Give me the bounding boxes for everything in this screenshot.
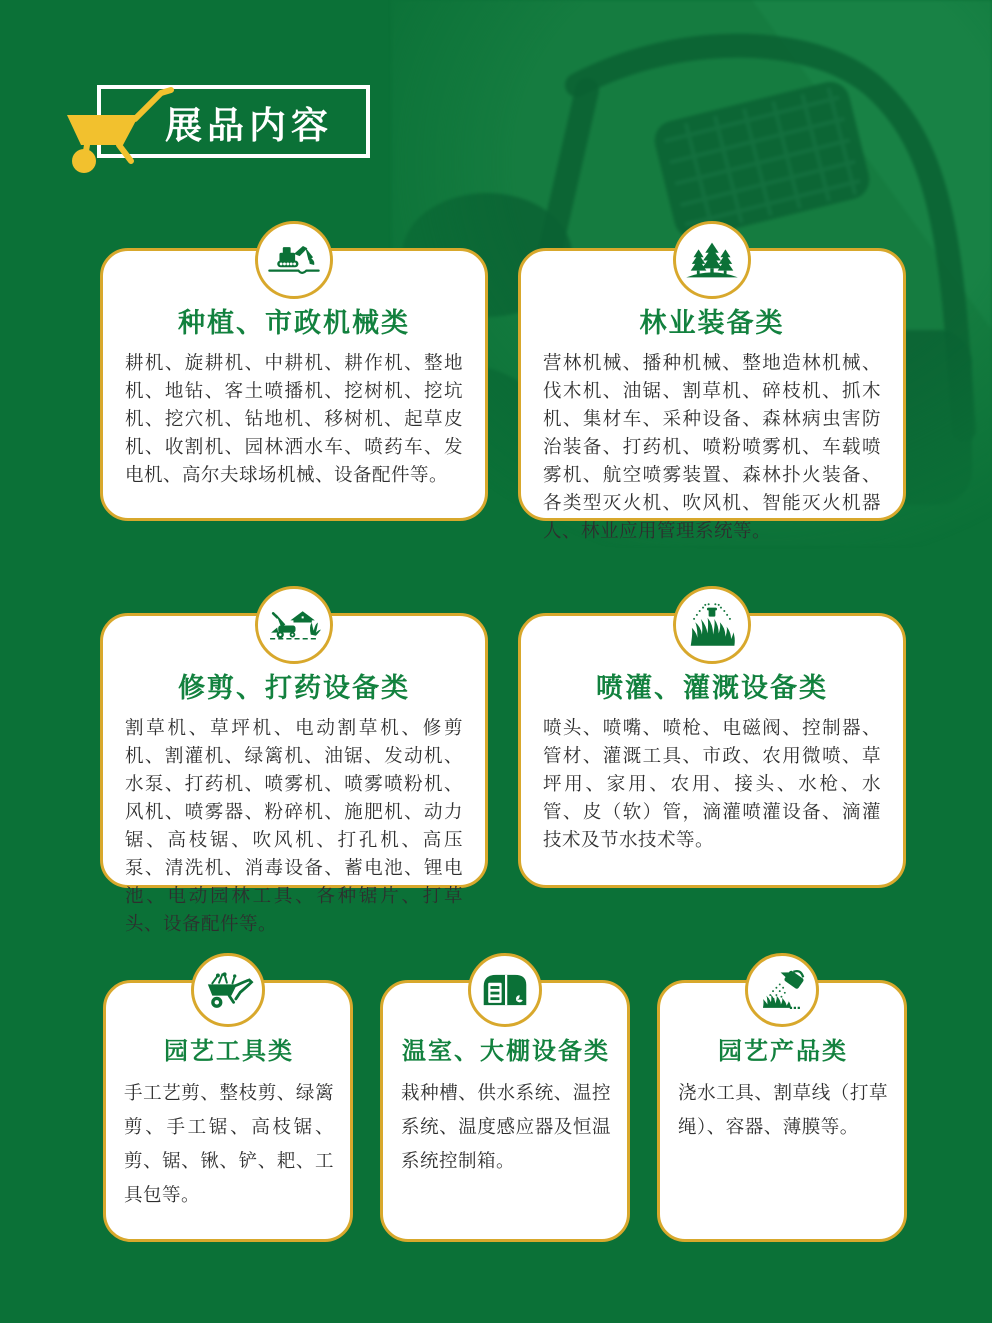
card-description: 喷头、喷嘴、喷枪、电磁阀、控制器、管材、灌溉工具、市政、农用微喷、草坪用、家用、农用、接头、水枪、水管、皮（软）管，滴灌喷灌设备、滴灌技术及节水技术等。: [543, 717, 881, 850]
card-title: 温室、大棚设备类: [402, 1038, 610, 1065]
card-title: 修剪、打药设备类: [178, 673, 410, 703]
card-irrigation: [518, 613, 906, 888]
card-description: 割草机、草坪机、电动割草机、修剪机、割灌机、绿篱机、油锯、发动机、水泵、打药机、喷雾机、喷雾喷粉机、风机、喷雾器、粉碎机、施肥机、动力锯、高枝锯、吹风机、打孔机、高压泵、清洗机、消毒设备、蓄电池、锂电池、电动园林工具、各种锯片、打草头、设备配件等。: [125, 717, 463, 934]
watering-can-icon: [745, 953, 819, 1027]
sprinkler-icon: [673, 586, 751, 664]
header: [97, 85, 370, 158]
card-description: 浇水工具、割草线（打草绳）、容器、薄膜等。: [678, 1082, 888, 1137]
card-mowing-spraying: [100, 613, 488, 934]
card-planting-municipal: [100, 248, 488, 521]
card-greenhouse: [380, 980, 630, 1242]
wheelbarrow-tools-icon: [191, 953, 265, 1027]
card-forestry: [518, 248, 906, 541]
card-description: 耕机、旋耕机、中耕机、耕作机、整地机、地钻、客土喷播机、挖树机、挖坑机、挖穴机、钻地机、移树机、起草皮机、收割机、园林洒水车、喷药车、发电机、高尔夫球场机械、设备配件等。: [125, 352, 463, 485]
wheelbarrow-icon: [57, 77, 179, 177]
card-title: 林业装备类: [639, 308, 785, 338]
excavator-icon: [255, 221, 333, 299]
card-row-3: [103, 980, 907, 1242]
card-title: 喷灌、灌溉设备类: [596, 673, 828, 703]
card-row-1: [100, 248, 906, 541]
card-title: 园艺工具类: [164, 1038, 294, 1065]
lawn-mower-icon: [255, 586, 333, 664]
card-garden-products: [657, 980, 907, 1242]
card-title: 园艺产品类: [718, 1038, 848, 1065]
card-description: 手工艺剪、整枝剪、绿篱剪、手工锯、高枝锯、剪、锯、锹、铲、耙、工具包等。: [124, 1082, 334, 1205]
card-row-2: [100, 613, 906, 934]
page-title: 展品内容: [165, 104, 333, 146]
card-description: 栽种槽、供水系统、温控系统、温度感应器及恒温系统控制箱。: [401, 1082, 611, 1171]
card-garden-tools: [103, 980, 353, 1242]
pine-trees-icon: [673, 221, 751, 299]
greenhouse-icon: [468, 953, 542, 1027]
card-description: 营林机械、播种机械、整地造林机械、伐木机、油锯、割草机、碎枝机、抓木机、集材车、采种设备、森林病虫害防治装备、打药机、喷粉喷雾机、车载喷雾机、航空喷雾装置、森林扑火装备、各类型灭火机、吹风机、智能灭火机器人、林业应用管理系统等。: [543, 352, 881, 541]
card-title: 种植、市政机械类: [178, 308, 410, 338]
